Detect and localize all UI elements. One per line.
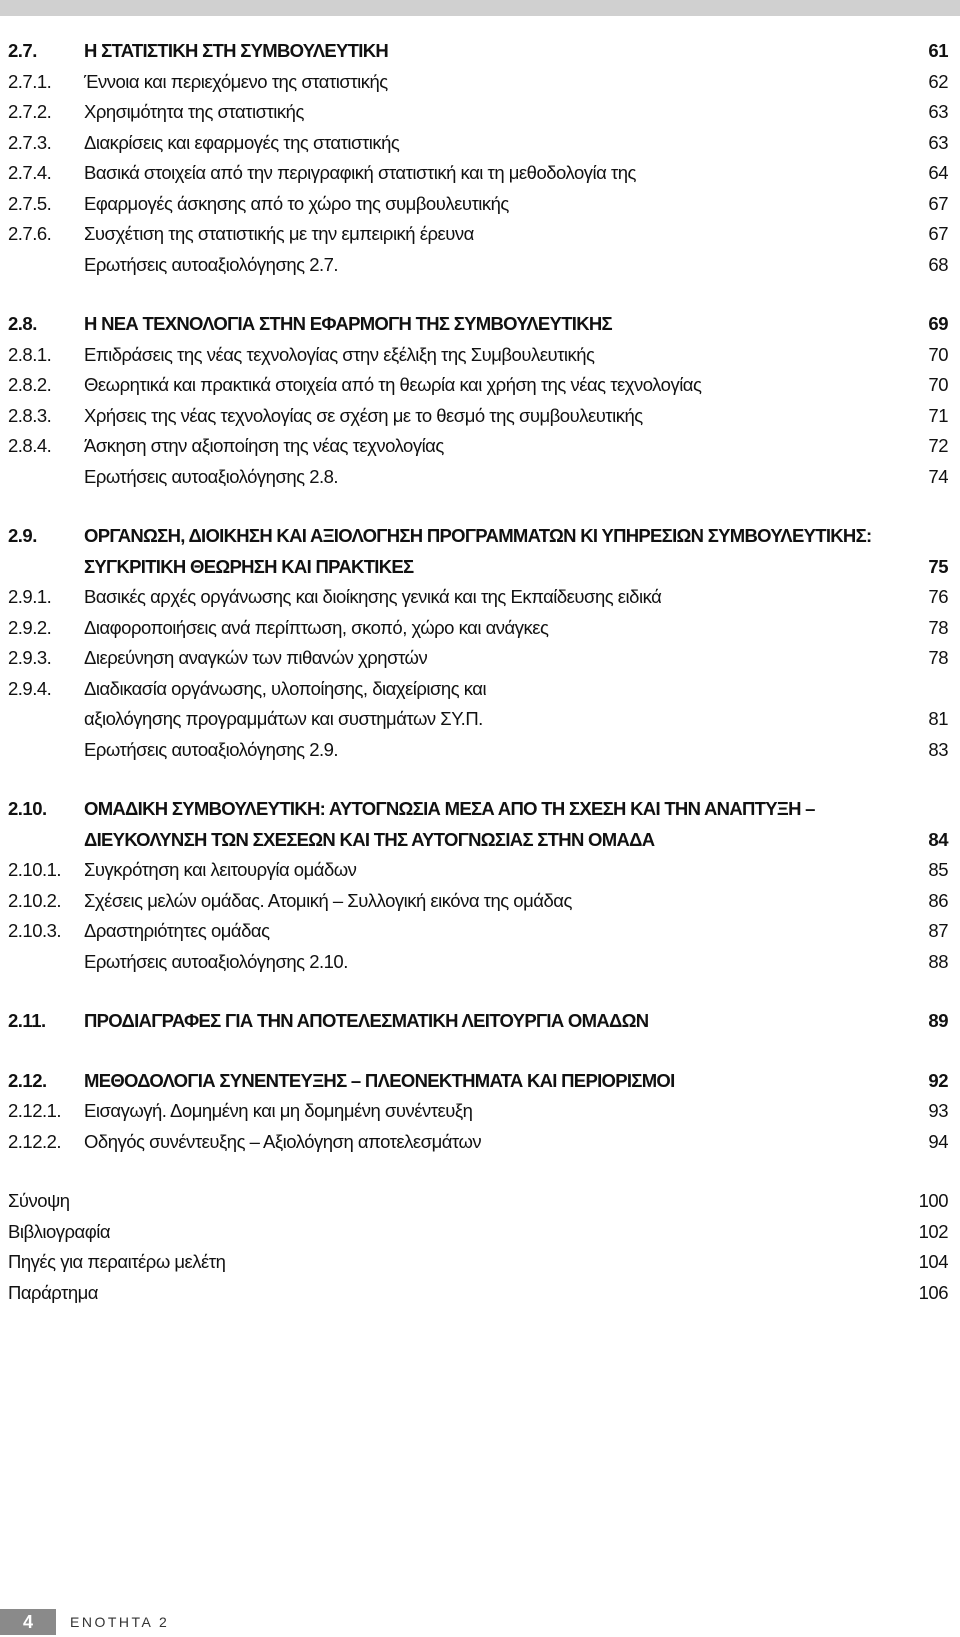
toc-page: 75 (928, 555, 948, 577)
toc-entry-row[interactable] (8, 1127, 948, 1158)
back-matter-title: Βιβλιογραφία (8, 1220, 111, 1242)
toc-title: ΜΕΘΟΔΟΛΟΓΙΑ ΣΥΝΕΝΤΕΥΞΗΣ – ΠΛΕΟΝΕΚΤΗΜΑΤΑ ΚΑΙ ΠΕΡΙΟΡΙΣΜΟΙ (84, 1069, 675, 1091)
toc-num: 2.7.4. (8, 162, 52, 183)
toc-title: Σχέσεις μελών ομάδας. Ατομική – Συλλογική εικόνα της ομάδας (84, 889, 572, 911)
page-footer (0, 1609, 960, 1635)
toc-num: 2.10. (8, 798, 47, 819)
toc-page: 64 (928, 162, 948, 183)
back-matter-page: 100 (918, 1190, 948, 1211)
toc-title: Θεωρητικά και πρακτικά στοιχεία από τη θεωρία και χρήση της νέας τεχνολογίας (84, 374, 702, 395)
toc-page: 74 (928, 465, 948, 487)
toc-num: 2.7.3. (8, 131, 52, 153)
toc-page: 71 (928, 404, 948, 426)
toc-num: 2.7.6. (8, 223, 52, 244)
section-gap (8, 977, 948, 1006)
toc-title: Διακρίσεις και εφαρμογές της στατιστικής (84, 131, 400, 153)
toc-page: 67 (928, 192, 948, 214)
toc-entry-row[interactable] (8, 674, 948, 705)
toc-section-row[interactable] (8, 1066, 948, 1097)
toc-num: 2.9.2. (8, 616, 52, 638)
toc-title: Βασικές αρχές οργάνωσης και διοίκησης γενικά και της Εκπαίδευσης ειδικά (84, 586, 662, 607)
toc-num: 2.11. (8, 1010, 46, 1031)
toc-entry-row[interactable] (8, 97, 948, 128)
toc-page: 63 (928, 101, 948, 122)
toc-title: ΟΡΓΑΝΩΣΗ, ΔΙΟΙΚΗΣΗ ΚΑΙ ΑΞΙΟΛΟΓΗΣΗ ΠΡΟΓΡΑΜΜΑΤΩΝ ΚΙ ΥΠΗΡΕΣΙΩΝ ΣΥΜΒΟΥΛΕΥΤΙΚΗΣ: (84, 525, 872, 546)
footer-page-number: 4 (0, 1609, 56, 1635)
toc-page: 76 (928, 586, 948, 607)
toc-num: 2.7. (8, 40, 37, 61)
toc-page: 72 (928, 435, 948, 456)
toc-page: 70 (928, 374, 948, 395)
toc-entry-row[interactable] (8, 250, 948, 281)
toc-page: 83 (928, 738, 948, 760)
toc-page: 84 (928, 828, 948, 850)
toc-title: Συγκρότηση και λειτουργία ομάδων (84, 859, 357, 880)
toc-title: ΔΙΕΥΚΟΛΥΝΣΗ ΤΩΝ ΣΧΕΣΕΩΝ ΚΑΙ ΤΗΣ ΑΥΤΟΓΝΩΣΙΑΣ ΣΤΗΝ ΟΜΑΔΑ (84, 828, 655, 850)
toc-title: Δραστηριότητες ομάδας (84, 920, 270, 941)
toc-page: 78 (928, 616, 948, 638)
toc-num: 2.7.5. (8, 192, 52, 214)
toc-num: 2.12. (8, 1069, 47, 1091)
toc-section-row[interactable] (8, 1006, 948, 1037)
back-matter-page: 102 (918, 1220, 948, 1242)
back-matter-page: 104 (918, 1251, 948, 1272)
back-matter-title: Σύνοψη (8, 1190, 70, 1211)
toc-page: 78 (928, 647, 948, 668)
toc-page: 85 (928, 859, 948, 880)
toc-entry-row[interactable] (8, 158, 948, 189)
toc-title: Άσκηση στην αξιοποίηση της νέας τεχνολογίας (84, 435, 444, 456)
section-gap (8, 1037, 948, 1066)
toc-num: 2.8.3. (8, 404, 52, 426)
section-gap (8, 492, 948, 521)
toc-title: Συσχέτιση της στατιστικής με την εμπειρική έρευνα (84, 223, 474, 244)
back-matter-title: Παράρτημα (8, 1281, 98, 1303)
toc-page: 69 (928, 313, 948, 334)
toc-page: 88 (928, 950, 948, 972)
toc-num: 2.12.1. (8, 1100, 62, 1121)
toc-title: Ερωτήσεις αυτοαξιολόγησης 2.10. (84, 950, 348, 972)
toc-title: Εφαρμογές άσκησης από το χώρο της συμβουλευτικής (84, 192, 509, 214)
toc-section-row[interactable] (8, 521, 948, 552)
toc-title: Διερεύνηση αναγκών των πιθανών χρηστών (84, 647, 428, 668)
toc-page: 68 (928, 253, 948, 275)
toc-entry-row[interactable] (8, 855, 948, 886)
toc-num: 2.10.3. (8, 920, 62, 941)
toc-section-row[interactable] (8, 552, 948, 583)
toc-page: 86 (928, 889, 948, 911)
toc-page: 81 (928, 708, 948, 729)
toc-entry-row[interactable] (8, 219, 948, 250)
toc-title: ΠΡΟΔΙΑΓΡΑΦΕΣ ΓΙΑ ΤΗΝ ΑΠΟΤΕΛΕΣΜΑΤΙΚΗ ΛΕΙΤΟΥΡΓΙΑ ΟΜΑΔΩΝ (84, 1010, 649, 1031)
toc-page: 62 (928, 70, 948, 92)
toc-title: Ερωτήσεις αυτοαξιολόγησης 2.7. (84, 253, 339, 275)
toc-title: Η ΣΤΑΤΙΣΤΙΚΗ ΣΤΗ ΣΥΜΒΟΥΛΕΥΤΙΚΗ (84, 40, 389, 61)
toc-num: 2.10.2. (8, 889, 62, 911)
toc-title: Ερωτήσεις αυτοαξιολόγησης 2.9. (84, 738, 339, 760)
toc-num: 2.8.2. (8, 374, 52, 395)
toc-entry-row[interactable] (8, 340, 948, 371)
back-matter-row[interactable] (8, 1186, 948, 1217)
back-matter-row[interactable] (8, 1217, 948, 1248)
toc-page: 67 (928, 223, 948, 244)
toc-entry-row[interactable] (8, 189, 948, 220)
toc-num: 2.9. (8, 525, 37, 546)
toc-entry-row[interactable] (8, 735, 948, 766)
toc-section-row[interactable] (8, 825, 948, 856)
toc-title: Διαφοροποιήσεις ανά περίπτωση, σκοπό, χώρο και ανάγκες (84, 616, 549, 638)
table-of-contents (8, 36, 948, 1308)
back-matter-page: 106 (918, 1281, 948, 1303)
toc-num: 2.12.2. (8, 1130, 62, 1152)
toc-entry-row[interactable] (8, 370, 948, 401)
toc-entry-row[interactable] (8, 128, 948, 159)
toc-entry-row[interactable] (8, 582, 948, 613)
toc-page: 94 (928, 1130, 948, 1152)
toc-entry-row[interactable] (8, 916, 948, 947)
toc-page: 92 (928, 1069, 948, 1091)
toc-title: Η ΝΕΑ ΤΕΧΝΟΛΟΓΙΑ ΣΤΗΝ ΕΦΑΡΜΟΓΗ ΤΗΣ ΣΥΜΒΟΥΛΕΥΤΙΚΗΣ (84, 313, 612, 334)
toc-entry-row[interactable] (8, 643, 948, 674)
toc-title: Χρησιμότητα της στατιστικής (84, 101, 304, 122)
toc-num: 2.7.1. (8, 70, 52, 92)
toc-title: Έννοια και περιεχόμενο της στατιστικής (84, 70, 388, 92)
toc-entry-row[interactable] (8, 67, 948, 98)
toc-num: 2.8. (8, 313, 37, 334)
toc-entry-row[interactable] (8, 886, 948, 917)
toc-page: 63 (928, 131, 948, 153)
toc-section-row[interactable] (8, 794, 948, 825)
toc-num: 2.8.1. (8, 343, 52, 365)
back-matter-row[interactable] (8, 1247, 948, 1278)
section-gap (8, 280, 948, 309)
footer-section-label: ΕΝΟΤΗΤΑ 2 (70, 1614, 170, 1630)
toc-section-row[interactable] (8, 309, 948, 340)
section-gap (8, 1157, 948, 1186)
toc-entry-row[interactable] (8, 462, 948, 493)
back-matter-title: Πηγές για περαιτέρω μελέτη (8, 1251, 226, 1272)
toc-page: 87 (928, 920, 948, 941)
toc-title: Εισαγωγή. Δομημένη και μη δομημένη συνέντευξη (84, 1100, 473, 1121)
toc-num: 2.9.3. (8, 647, 52, 668)
toc-num: 2.8.4. (8, 435, 52, 456)
toc-title: Ερωτήσεις αυτοαξιολόγησης 2.8. (84, 465, 339, 487)
section-gap (8, 765, 948, 794)
toc-entry-row[interactable] (8, 1096, 948, 1127)
toc-page: 61 (928, 40, 948, 61)
toc-title: ΣΥΓΚΡΙΤΙΚΗ ΘΕΩΡΗΣΗ ΚΑΙ ΠΡΑΚΤΙΚΕΣ (84, 555, 414, 577)
toc-title: αξιολόγησης προγραμμάτων και συστημάτων ΣΥ.Π. (84, 708, 483, 729)
toc-entry-row[interactable] (8, 704, 948, 735)
back-matter-row[interactable] (8, 1278, 948, 1309)
toc-entry-row[interactable] (8, 431, 948, 462)
toc-title: Επιδράσεις της νέας τεχνολογίας στην εξέλιξη της Συμβουλευτικής (84, 343, 595, 365)
toc-page: 89 (928, 1010, 948, 1031)
toc-entry-row[interactable] (8, 401, 948, 432)
toc-page: 93 (928, 1100, 948, 1121)
toc-num: 2.10.1. (8, 859, 62, 880)
toc-num: 2.9.4. (8, 677, 52, 699)
toc-num: 2.7.2. (8, 101, 52, 122)
toc-title: ΟΜΑΔΙΚΗ ΣΥΜΒΟΥΛΕΥΤΙΚΗ: ΑΥΤΟΓΝΩΣΙΑ ΜΕΣΑ ΑΠΟ ΤΗ ΣΧΕΣΗ ΚΑΙ ΤΗΝ ΑΝΑΠΤΥΞΗ – (84, 798, 815, 819)
toc-title: Χρήσεις της νέας τεχνολογίας σε σχέση με το θεσμό της συμβουλευτικής (84, 404, 643, 426)
toc-title: Διαδικασία οργάνωσης, υλοποίησης, διαχείρισης και (84, 677, 487, 699)
toc-title: Οδηγός συνέντευξης – Αξιολόγηση αποτελεσμάτων (84, 1130, 482, 1152)
top-bar (0, 0, 960, 16)
toc-title: Βασικά στοιχεία από την περιγραφική στατιστική και τη μεθοδολογία της (84, 162, 636, 183)
toc-entry-row[interactable] (8, 613, 948, 644)
toc-page: 70 (928, 343, 948, 365)
toc-num: 2.9.1. (8, 586, 52, 607)
toc-section-row[interactable] (8, 36, 948, 67)
toc-entry-row[interactable] (8, 947, 948, 978)
